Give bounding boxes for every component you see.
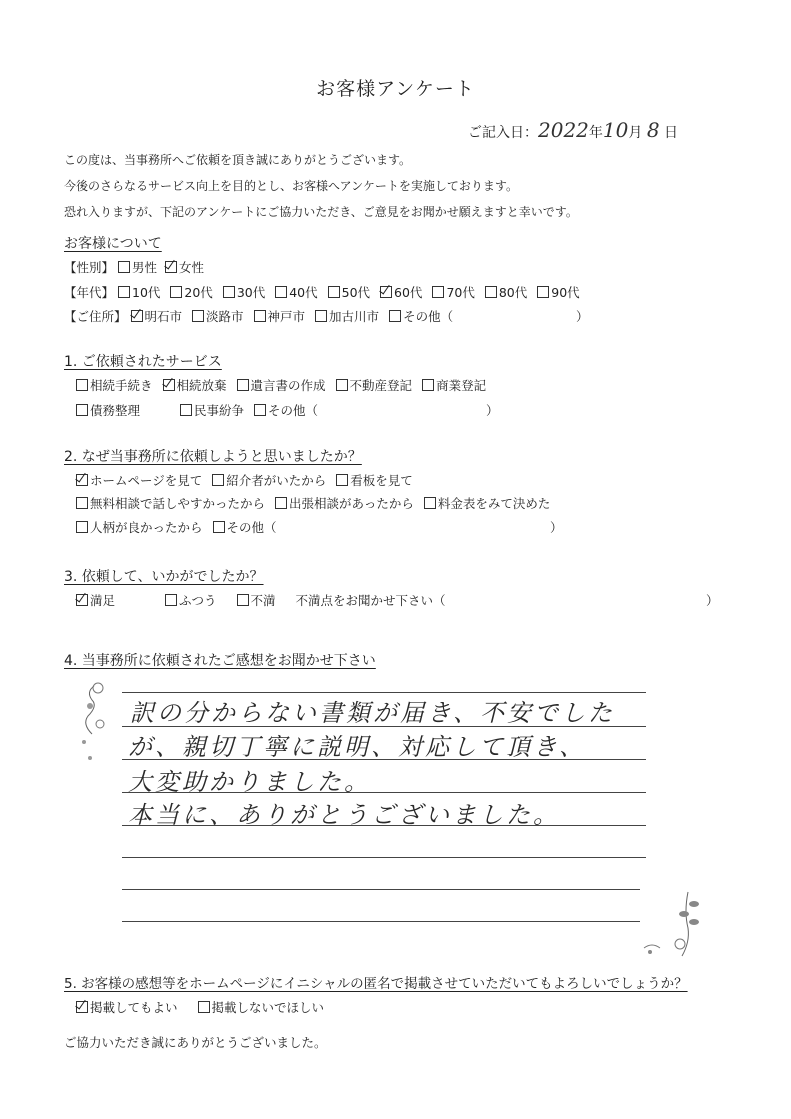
q1-close: ） — [486, 403, 499, 418]
checkbox-icon[interactable] — [223, 286, 235, 298]
about-heading: お客様について — [64, 236, 162, 252]
option-label: 30代 — [236, 285, 266, 300]
age-label: 【年代】 — [64, 285, 115, 300]
option-label: 加古川市 — [329, 309, 380, 324]
q2-row — [76, 518, 277, 536]
checkbox-icon[interactable] — [275, 286, 287, 298]
checkbox-option[interactable] — [163, 376, 227, 394]
option-label: 50代 — [341, 285, 371, 300]
q2-row — [76, 471, 413, 489]
option-label: 90代 — [551, 285, 580, 300]
option-label: 相続放棄 — [176, 378, 227, 393]
q3-close: ） — [706, 593, 719, 608]
option-label: ホームページを見て — [90, 473, 203, 488]
checkbox-option[interactable] — [131, 307, 183, 325]
checkbox-icon[interactable] — [192, 310, 204, 322]
checkbox-icon[interactable] — [118, 261, 130, 273]
address-close: ） — [576, 309, 589, 324]
checkbox-icon[interactable] — [275, 497, 287, 509]
checkbox-icon[interactable] — [336, 379, 348, 391]
checkbox-option[interactable] — [165, 591, 217, 609]
intro-line: この度は、当事務所へご依頼を頂き誠にありがとうございます。 — [64, 153, 412, 167]
checkbox-option[interactable] — [223, 283, 265, 301]
checkbox-option[interactable] — [537, 283, 579, 301]
checkbox-option[interactable] — [389, 307, 453, 325]
option-label: 明石市 — [144, 309, 183, 324]
floral-corner-decoration-icon — [640, 888, 710, 968]
age-row — [64, 283, 580, 301]
option-label: 民事紛争 — [194, 403, 245, 418]
handwritten-answer-line: 大変助かりました。 — [128, 768, 371, 796]
checkbox-option[interactable] — [237, 376, 326, 394]
option-label: その他（ — [226, 520, 277, 535]
checkbox-option[interactable] — [485, 283, 527, 301]
checkbox-icon[interactable] — [76, 379, 88, 391]
handwritten-answer-line: 訳の分からない書類が届き、不安でした — [130, 699, 616, 727]
checkbox-option[interactable] — [275, 283, 317, 301]
option-label: ふつう — [179, 593, 217, 608]
option-label: 債務整理 — [90, 403, 141, 418]
option-label: 10代 — [132, 285, 161, 300]
checkbox-checked-icon[interactable] — [131, 310, 143, 322]
checkbox-option[interactable] — [118, 283, 160, 301]
answer-rule — [122, 921, 640, 922]
checkbox-icon[interactable] — [485, 286, 497, 298]
answer-rule — [122, 857, 646, 858]
q3-prompt: 不満点をお聞かせ下さい（ — [295, 593, 446, 608]
answer-rule — [122, 889, 640, 890]
checkbox-option[interactable] — [254, 307, 306, 325]
option-label: その他（ — [268, 403, 319, 418]
option-label: 出張相談があったから — [289, 496, 414, 511]
checkbox-checked-icon[interactable] — [165, 261, 177, 273]
date-year: 2022 — [538, 118, 589, 142]
option-label: その他（ — [403, 309, 454, 324]
gender-label: 【性別】 — [64, 260, 115, 275]
q5-row — [76, 998, 324, 1016]
checkbox-icon[interactable] — [76, 497, 88, 509]
checkbox-option[interactable] — [422, 376, 486, 394]
handwritten-answer-line: 本当に、ありがとうございました。 — [128, 801, 560, 829]
checkbox-icon[interactable] — [76, 521, 88, 533]
option-label: 男性 — [132, 260, 158, 275]
checkbox-option[interactable] — [76, 401, 140, 419]
checkbox-icon[interactable] — [180, 404, 192, 416]
option-label: 料金表をみて決めた — [437, 496, 551, 511]
option-label: 60代 — [394, 285, 423, 300]
flower-decoration-icon — [76, 676, 116, 766]
checkbox-checked-icon[interactable] — [76, 1001, 88, 1013]
option-label: 無料相談で話しやすかったから — [90, 496, 266, 511]
checkbox-option[interactable] — [213, 518, 277, 536]
checkbox-icon[interactable] — [336, 474, 348, 486]
option-label: 不満 — [250, 593, 276, 608]
option-label: 40代 — [289, 285, 318, 300]
option-label: 80代 — [498, 285, 528, 300]
option-label: 遺言書の作成 — [250, 378, 326, 393]
day-unit: 日 — [664, 125, 678, 141]
checkbox-icon[interactable] — [424, 497, 436, 509]
option-label: 掲載しないでほしい — [211, 1000, 325, 1015]
checkbox-icon[interactable] — [237, 379, 249, 391]
checkbox-option[interactable] — [170, 283, 212, 301]
q5-heading: 5. お客様の感想等をホームページにイニシャルの匿名で掲載させていただいてもよろしいでしょうか？ — [64, 976, 688, 992]
option-label: 淡路市 — [206, 309, 244, 324]
checkbox-option[interactable] — [180, 401, 244, 419]
checkbox-icon[interactable] — [432, 286, 444, 298]
month-unit: 月 — [628, 125, 643, 141]
option-label: 商業登記 — [436, 378, 487, 393]
handwritten-answer-line: が、親切丁寧に説明、対応して頂き、 — [128, 733, 587, 761]
option-label: 人柄が良かったから — [90, 520, 203, 535]
checkbox-option[interactable] — [76, 494, 265, 512]
q1-row — [76, 376, 486, 394]
checkbox-icon[interactable] — [165, 594, 177, 606]
checkbox-option[interactable] — [198, 998, 325, 1016]
option-label: 20代 — [184, 285, 213, 300]
q2-row — [76, 494, 550, 512]
checkbox-option[interactable] — [165, 258, 204, 276]
checkbox-option[interactable] — [76, 518, 203, 536]
checkbox-option[interactable] — [212, 471, 326, 489]
q1-row — [76, 401, 318, 419]
checkbox-option[interactable] — [76, 376, 153, 394]
checkbox-option[interactable] — [380, 283, 422, 301]
option-label: 満足 — [90, 593, 116, 608]
option-label: 紹介者がいたから — [226, 473, 327, 488]
q2-close: ） — [550, 520, 563, 535]
q2-heading: 2. なぜ当事務所に依頼しようと思いましたか？ — [64, 449, 362, 465]
q4-heading: 4. 当事務所に依頼されたご感想をお聞かせ下さい — [64, 653, 376, 669]
checkbox-icon[interactable] — [537, 286, 549, 298]
checkbox-option[interactable] — [118, 258, 157, 276]
date-day: 8 — [646, 118, 660, 142]
year-unit: 年 — [588, 125, 603, 141]
checkbox-option[interactable] — [328, 283, 370, 301]
checkbox-icon[interactable] — [389, 310, 401, 322]
checkbox-checked-icon[interactable] — [76, 474, 88, 486]
checkbox-option[interactable] — [76, 471, 202, 489]
option-label: 相続手続き — [90, 378, 153, 393]
option-label: 看板を見て — [350, 473, 413, 488]
checkbox-checked-icon[interactable] — [380, 286, 392, 298]
checkbox-option[interactable] — [424, 494, 551, 512]
option-label: 70代 — [446, 285, 475, 300]
checkbox-option[interactable] — [336, 376, 413, 394]
closing-message: ご協力いただき誠にありがとうございました。 — [64, 1035, 327, 1050]
q1-heading: 1. ご依頼されたサービス — [64, 354, 222, 370]
checkbox-option[interactable] — [336, 471, 413, 489]
option-label: 掲載してもよい — [90, 1000, 178, 1015]
date-label: ご記入日： — [468, 125, 538, 141]
address-label: 【ご住所】 — [64, 309, 127, 324]
checkbox-icon[interactable] — [254, 404, 266, 416]
checkbox-icon[interactable] — [76, 404, 88, 416]
checkbox-option[interactable] — [275, 494, 414, 512]
date-month: 10 — [602, 118, 629, 142]
checkbox-icon[interactable] — [315, 310, 327, 322]
option-label: 神戸市 — [267, 309, 306, 324]
checkbox-icon[interactable] — [254, 310, 266, 322]
gender-row — [64, 258, 212, 276]
option-label: 女性 — [179, 260, 205, 275]
checkbox-option[interactable] — [76, 998, 178, 1016]
checkbox-icon[interactable] — [422, 379, 434, 391]
checkbox-option[interactable] — [237, 591, 276, 609]
survey-title: お客様アンケート — [316, 78, 475, 100]
checkbox-icon[interactable] — [118, 286, 130, 298]
q3-row — [76, 591, 446, 609]
entry-date — [468, 118, 678, 142]
checkbox-icon[interactable] — [213, 521, 225, 533]
checkbox-icon[interactable] — [212, 474, 224, 486]
checkbox-option[interactable] — [432, 283, 474, 301]
checkbox-option[interactable] — [315, 307, 379, 325]
checkbox-icon[interactable] — [170, 286, 182, 298]
checkbox-option[interactable] — [192, 307, 244, 325]
q3-heading: 3. 依頼して、いかがでしたか？ — [64, 569, 264, 585]
checkbox-icon[interactable] — [198, 1001, 210, 1013]
checkbox-checked-icon[interactable] — [76, 594, 88, 606]
checkbox-icon[interactable] — [237, 594, 249, 606]
checkbox-option[interactable] — [76, 591, 115, 609]
intro-line: 恐れ入りますが、下記のアンケートにご協力いただき、ご意見をお聞かせ願えますと幸いです。 — [64, 205, 578, 219]
intro-line: 今後のさらなるサービス向上を目的とし、お客様へアンケートを実施しております。 — [64, 179, 518, 193]
address-row — [64, 307, 453, 325]
checkbox-option[interactable] — [254, 401, 318, 419]
option-label: 不動産登記 — [349, 378, 413, 393]
checkbox-icon[interactable] — [328, 286, 340, 298]
checkbox-checked-icon[interactable] — [163, 379, 175, 391]
